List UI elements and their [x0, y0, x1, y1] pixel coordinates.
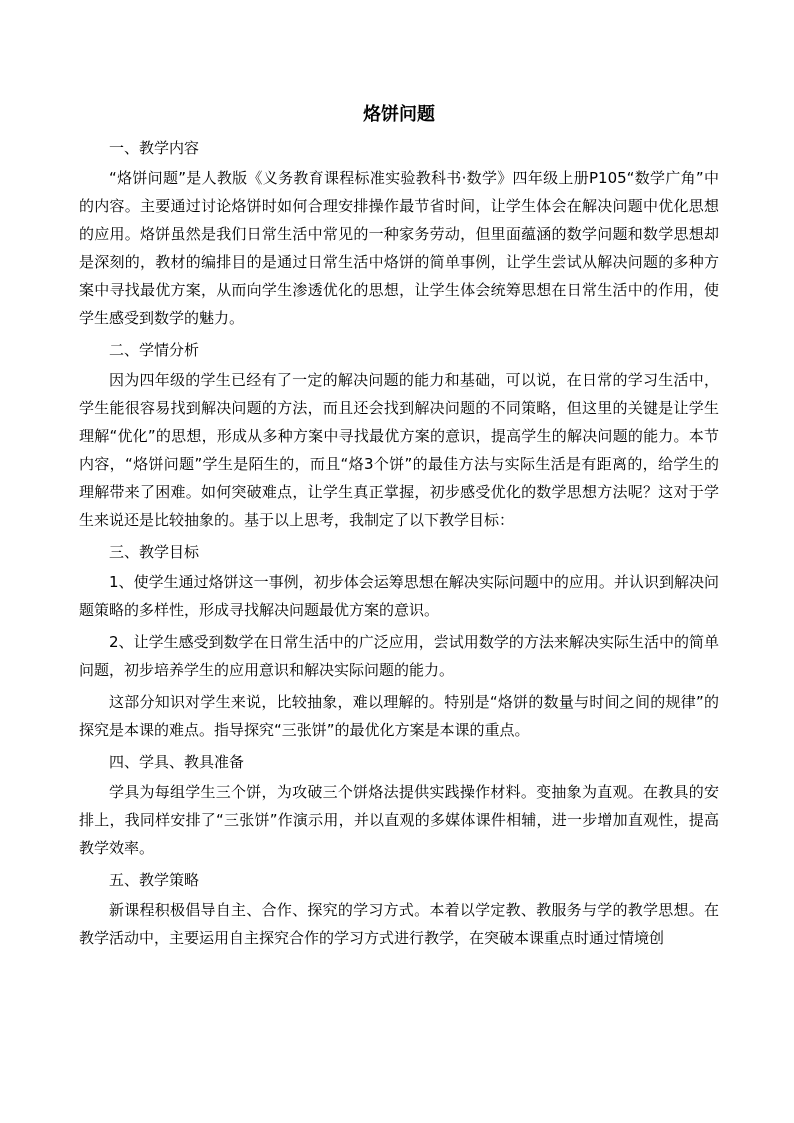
paragraph: 学具为每组学生三个饼，为攻破三个饼烙法提供实践操作材料。变抽象为直观。在教具的安排上，我同样安排了“三张饼”作演示用，并以直观的多媒体课件相辅，进一步增加直观性，提高教学效率。: [79, 783, 719, 857]
paragraph: 1、使学生通过烙饼这一事例，初步体会运筹思想在解决实际问题中的应用。并认识到解决问题策略的多样性，形成寻找解决问题最优方案的意识。: [79, 573, 719, 619]
document-page: [79, 100, 719, 956]
paragraph: 因为四年级的学生已经有了一定的解决问题的能力和基础，可以说，在日常的学习生活中，学生能很容易找到解决问题的方法，而且还会找到解决问题的不同策略，但这里的关键是让学生理解“优化”的思想，形成从多种方案中寻找最优方案的意识，提高学生的解决问题的能力。本节内容，“烙饼问题”学生是陌生的，而且“烙3个饼”的最佳方法与实际生活是有距离的，给学生的理解带来了困难。如何突破难点，让学生真正掌握，初步感受优化的数学思想方法呢？这对于学生来说还是比较抽象的。基于以上思考，我制定了以下教学目标：: [79, 371, 719, 529]
section-heading-objectives: 三、教学目标: [109, 543, 200, 561]
section-heading-materials: 四、学具、教具准备: [109, 753, 245, 771]
section-heading-content: 一、教学内容: [109, 139, 200, 157]
paragraph: 2、让学生感受到数学在日常生活中的广泛应用，尝试用数学的方法来解决实际生活中的简单问题，初步培养学生的应用意识和解决实际问题的能力。: [79, 633, 719, 679]
paragraph: 新课程积极倡导自主、合作、探究的学习方式。本着以学定教、教服务与学的教学思想。在教学活动中，主要运用自主探究合作的学习方式进行教学，在突破本课重点时通过情境创: [79, 901, 719, 947]
paragraph: 这部分知识对学生来说，比较抽象，难以理解的。特别是“烙饼的数量与时间之间的规律”的探究是本课的难点。指导探究“三张饼”的最优化方案是本课的重点。: [79, 693, 719, 739]
document-title: 烙饼问题: [363, 104, 435, 125]
section-heading-analysis: 二、学情分析: [109, 341, 200, 359]
paragraph: “烙饼问题”是人教版《义务教育课程标准实验教科书·数学》四年级上册P105“数学广角”中的内容。主要通过讨论烙饼时如何合理安排操作最节省时间，让学生体会在解决问题中优化思想的应用。烙饼虽然是我们日常生活中常见的一种家务劳动，但里面蕴涵的数学问题和数学思想却是深刻的，教材的编排目的是通过日常生活中烙饼的简单事例，让学生尝试从解决问题的多种方案中寻找最优方案，从而向学生渗透优化的思想，让学生体会统筹思想在日常生活中的作用，使学生感受到数学的魅力。: [79, 169, 719, 327]
section-heading-strategy: 五、教学策略: [109, 871, 200, 889]
